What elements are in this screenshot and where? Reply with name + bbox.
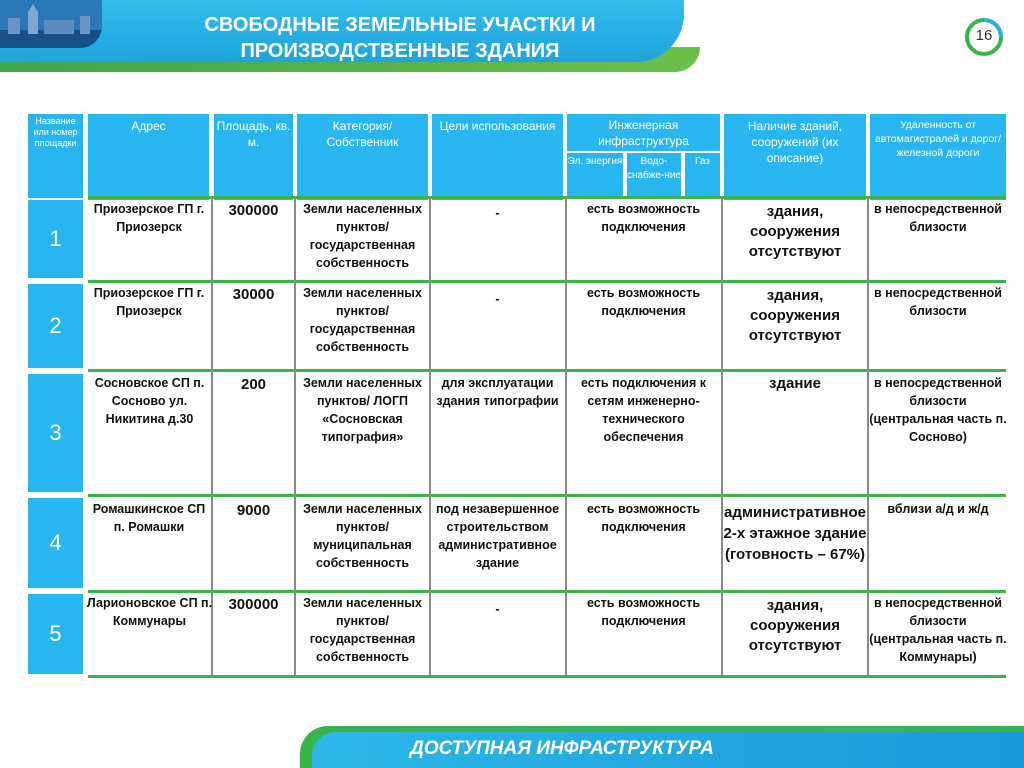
row5-infra: есть возможность подключения <box>586 596 701 628</box>
row4-infra: есть возможность подключения <box>586 502 701 534</box>
row1-distance: в непосредственной близости <box>874 202 1002 234</box>
row3-category: Земли населенных пунктов/ ЛОГП «Сосновская типография» <box>303 376 422 444</box>
header-infra-electricity: Эл. энергия <box>567 153 623 198</box>
row-number-5: 5 <box>28 594 83 674</box>
row1-purpose: - <box>495 206 500 220</box>
page-title <box>110 12 690 64</box>
row-number-2: 2 <box>28 284 83 368</box>
column-divider <box>721 196 723 676</box>
row2-purpose: - <box>495 292 500 306</box>
row2-buildings: здания, сооружения отсутствуют <box>748 287 842 344</box>
header-area: Площадь, кв. м. <box>214 114 293 200</box>
row4-purpose: под незавершенное строительством административное здание <box>435 502 560 570</box>
fortress-logo <box>0 0 102 48</box>
header-infra-water: Водо-снабже-ние <box>627 153 681 198</box>
row4-category: Земли населенных пунктов/ муниципальная собственность <box>303 502 422 570</box>
row3-purpose: для эксплуатации здания типографии <box>436 376 559 408</box>
row4-address: Ромашкинское СП п. Ромашки <box>92 502 206 534</box>
title-line-1: СВОБОДНЫЕ ЗЕМЕЛЬНЫЕ УЧАСТКИ И <box>204 14 596 36</box>
column-divider <box>429 196 431 676</box>
footer-text: ДОСТУПНАЯ ИНФРАСТРУКТУРА <box>410 738 714 759</box>
row2-address: Приозерское ГП г. Приозерск <box>93 286 205 318</box>
row-number-3: 3 <box>28 374 83 492</box>
page-number-badge <box>964 17 1004 57</box>
header-address: Адрес <box>88 114 209 200</box>
row5-distance: в непосредственной близости (центральная часть п. Коммунары) <box>869 596 1007 664</box>
row5-purpose: - <box>495 602 500 616</box>
row1-category: Земли населенных пунктов/ государственная собственность <box>303 202 422 270</box>
row3-infra: есть подключения к сетям инженерно-технического обеспечения <box>581 376 706 444</box>
row-number-1: 1 <box>28 200 83 278</box>
column-divider <box>294 196 296 676</box>
header-infra: Инженерная инфраструктура <box>567 114 720 151</box>
row4-distance: вблизи а/д и ж/д <box>887 502 989 516</box>
row1-buildings: здания, сооружения отсутствуют <box>748 203 842 260</box>
row3-address: Сосновское СП п. Сосново ул. Никитина д.30 <box>94 376 205 426</box>
row-number-4: 4 <box>28 498 83 588</box>
row2-distance: в непосредственной близости <box>874 286 1002 318</box>
row4-area: 9000 <box>236 502 271 519</box>
row5-address: Ларионовское СП п. Коммунары <box>86 596 213 628</box>
row4-buildings: административное 2-х этажное здание (готовность – 67%) <box>723 504 867 563</box>
row2-infra: есть возможность подключения <box>586 286 701 318</box>
row3-buildings: здание <box>769 375 821 392</box>
header-name: Название или номер площадки <box>28 114 83 198</box>
row1-infra: есть возможность подключения <box>586 202 701 234</box>
row2-area: 30000 <box>232 286 275 303</box>
row3-area: 200 <box>240 376 267 393</box>
header-infra-gas: Газ <box>685 153 720 198</box>
header-category: Категория/ Собственник <box>297 114 428 200</box>
header-purpose: Цели использования <box>432 114 563 200</box>
header-buildings: Наличие зданий, сооружений (их описание) <box>724 114 866 200</box>
header-distance: Удаленность от автомагистралей и дорог/ железной дороги <box>870 114 1006 200</box>
row3-distance: в непосредственной близости (центральная часть п. Сосново) <box>869 376 1007 444</box>
row5-category: Земли населенных пунктов/ государственная собственность <box>303 596 422 664</box>
title-line-2: ПРОИЗВОДСТВЕННЫЕ ЗДАНИЯ <box>240 40 560 62</box>
row2-category: Земли населенных пунктов/ государственная собственность <box>303 286 422 354</box>
row5-buildings: здания, сооружения отсутствуют <box>748 597 842 654</box>
row1-area: 300000 <box>228 202 279 219</box>
row5-area: 300000 <box>228 596 279 613</box>
row1-address: Приозерское ГП г. Приозерск <box>93 202 205 234</box>
page-number: 16 <box>975 27 993 44</box>
